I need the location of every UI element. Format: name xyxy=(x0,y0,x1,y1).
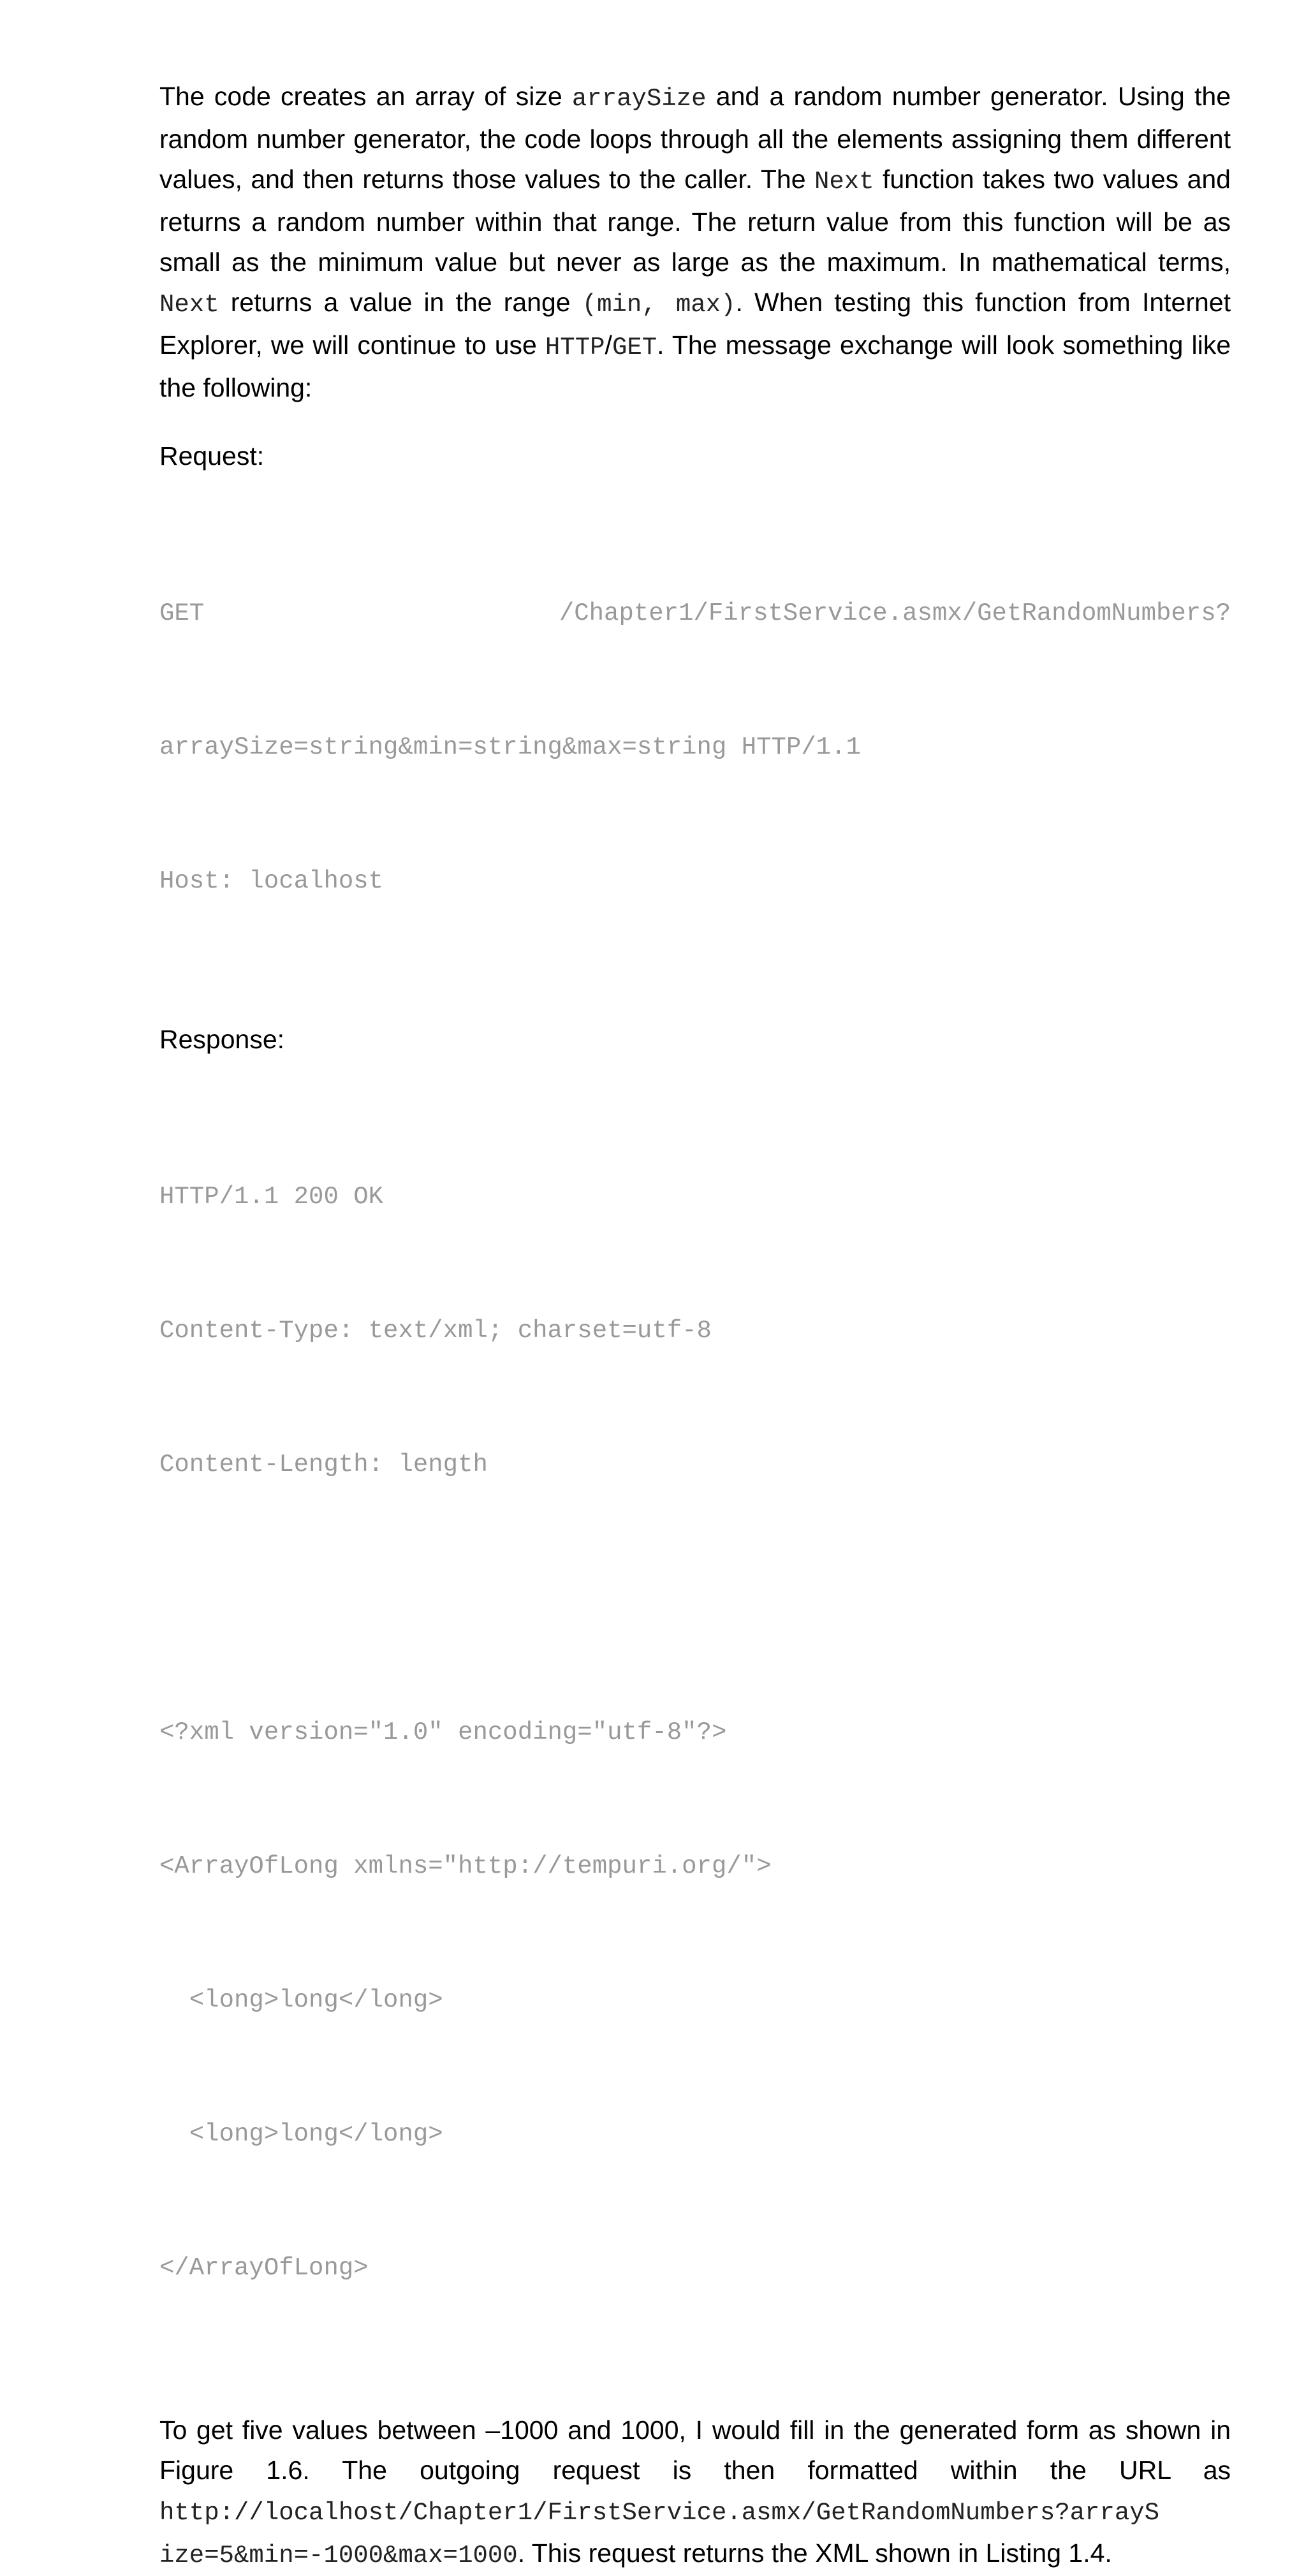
intro-text: The code creates an array of size xyxy=(159,82,572,111)
intro-text: / xyxy=(605,330,612,360)
inline-code: GET xyxy=(612,333,657,362)
intro-text: returns a value in the range xyxy=(219,288,582,317)
intro-text: . The message exchange will look something like the following: xyxy=(159,330,1231,402)
closing-text: . This request returns the XML shown in Listing 1.4. xyxy=(517,2538,1112,2568)
code-line: <ArrayOfLong xmlns="http://tempuri.org/"> xyxy=(159,1852,772,1880)
intro-text: and a random number generator. Using the random number generator, the code loops through all the elements assigning them different values, and then returns those values to the caller. The xyxy=(159,82,1231,194)
inline-code: Next xyxy=(814,168,874,196)
code-line: Content-Type: text/xml; charset=utf-8 xyxy=(159,1317,712,1345)
closing-paragraph xyxy=(159,2410,1231,2576)
request-heading: Request: xyxy=(159,441,265,471)
inline-code-url: ize=5&min=-1000&max=1000 xyxy=(159,2542,518,2570)
code-line: Content-Length: length xyxy=(159,1451,488,1479)
request-path: /Chapter1/FirstService.asmx/GetRandomNumbers? xyxy=(559,599,1231,627)
code-line: <?xml version="1.0" encoding="utf-8"?> xyxy=(159,1718,727,1746)
inline-code: (min, max) xyxy=(582,291,736,319)
request-method: GET xyxy=(159,599,205,627)
code-line xyxy=(159,1576,1231,1621)
document-page xyxy=(159,77,1231,2576)
code-line: arraySize=string&min=string&max=string HTTP/1.1 xyxy=(159,733,861,761)
response-heading: Response: xyxy=(159,1025,285,1054)
code-line: </ArrayOfLong> xyxy=(159,2254,369,2282)
closing-text: To get five values between –1000 and 1000, I would fill in the generated form as shown in Figure 1.6. The outgoing request is then formatted within the URL as xyxy=(159,2415,1231,2485)
intro-text: . When testing this function from Internet Explorer, we will continue to use xyxy=(159,288,1231,360)
intro-text: function takes two values and returns a random number within that range. The return value from this function will be as small as the minimum value but never as large as the maximum. In mathematical terms, xyxy=(159,165,1231,277)
response-code-block xyxy=(159,1085,1231,2380)
code-line: <long>long</long> xyxy=(159,2120,443,2148)
inline-code: HTTP xyxy=(545,333,605,362)
inline-code: arraySize xyxy=(571,85,707,113)
request-code-block xyxy=(159,502,1231,993)
intro-paragraph xyxy=(159,77,1231,408)
code-line: Host: localhost xyxy=(159,867,384,895)
inline-code-url: http://localhost/Chapter1/FirstService.asmx/GetRandomNumbers?arrayS xyxy=(159,2499,1160,2527)
code-line xyxy=(159,591,1231,636)
code-line: <long>long</long> xyxy=(159,1986,443,2014)
code-line: HTTP/1.1 200 OK xyxy=(159,1183,384,1211)
inline-code: Next xyxy=(159,291,219,319)
